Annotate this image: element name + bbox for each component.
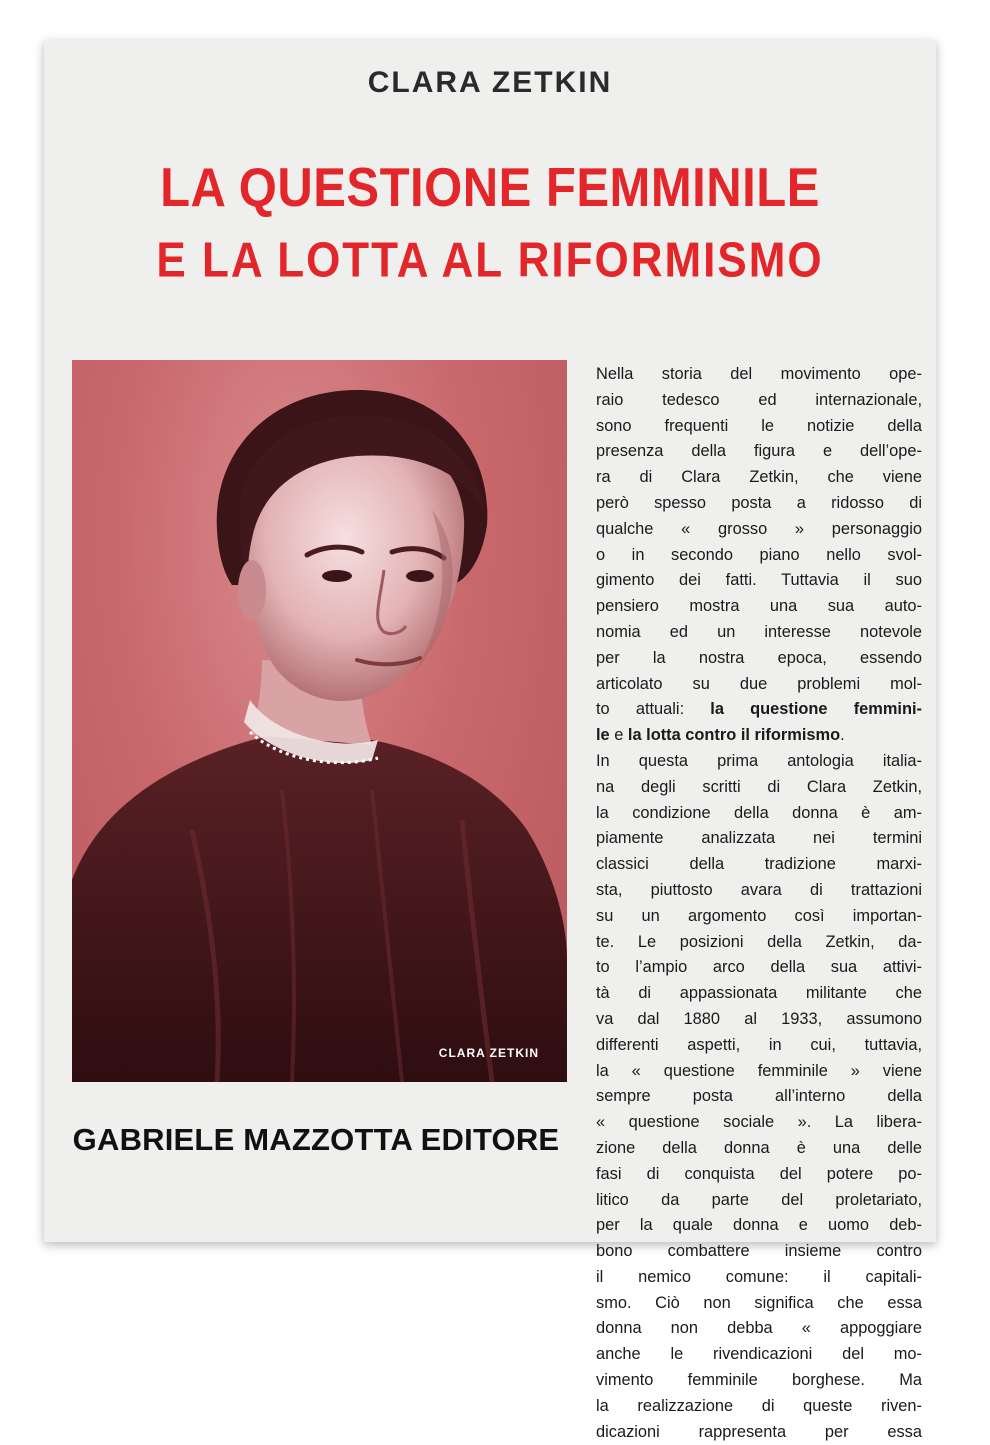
blurb-line: presenza della figura e dell’ope- xyxy=(596,442,922,461)
blurb-line: la realizzazione di queste riven- xyxy=(596,1396,922,1415)
portrait-photo xyxy=(72,360,567,1082)
blurb-line: smo. Ciò non significa che essa xyxy=(596,1293,922,1312)
publisher-name: GABRIELE MAZZOTTA EDITORE xyxy=(72,1122,560,1157)
blurb-line: la « questione femminile » viene xyxy=(596,1061,922,1080)
book-cover xyxy=(44,40,936,1441)
blurb-line: articolato su due problemi mol- xyxy=(596,674,922,693)
blurb-line: In questa prima antologia italia- xyxy=(596,751,922,770)
blurb-line: pensiero mostra una sua auto- xyxy=(596,597,922,616)
blurb-line: fasi di conquista del potere po- xyxy=(596,1164,922,1183)
title-line-2: E LA LOTTA AL RIFORMISMO xyxy=(156,233,824,288)
title-line-1: LA QUESTIONE FEMMINILE xyxy=(160,157,820,219)
blurb-line: dicazioni rappresenta per essa xyxy=(596,1422,922,1441)
blurb-line: per la nostra epoca, essendo xyxy=(596,648,922,667)
blurb-line: va dal 1880 al 1933, assumono xyxy=(596,1009,922,1028)
blurb-line: donna non debba « appoggiare xyxy=(596,1319,922,1338)
blurb-line: vimento femminile borghese. Ma xyxy=(596,1371,922,1390)
blurb-line: to l’ampio arco della sua attivi- xyxy=(596,958,922,977)
back-blurb-text xyxy=(596,362,922,1445)
blurb-line: tà di appassionata militante che xyxy=(596,984,922,1003)
portrait-illustration xyxy=(72,360,567,1082)
blurb-line: differenti aspetti, in cui, tuttavia, xyxy=(596,1035,922,1054)
blurb-line: ra di Clara Zetkin, che viene xyxy=(596,468,922,487)
blurb-line: raio tedesco ed internazionale, xyxy=(596,390,922,409)
blurb-line: però spesso posta a ridosso di xyxy=(596,493,922,512)
blurb-line: gimento dei fatti. Tuttavia il suo xyxy=(596,571,922,590)
photo-caption: CLARA ZETKIN xyxy=(438,1046,539,1060)
blurb-line: bono combattere insieme contro xyxy=(596,1242,922,1261)
blurb-line: na degli scritti di Clara Zetkin, xyxy=(596,777,922,796)
blurb-line: sta, piuttosto avara di trattazioni xyxy=(596,880,922,899)
blurb-line: te. Le posizioni della Zetkin, da- xyxy=(596,932,922,951)
blurb-line: litico da parte del proletariato, xyxy=(596,1190,922,1209)
blurb-line: anche le rivendicazioni del mo- xyxy=(596,1345,922,1364)
blurb-line-mixed xyxy=(596,723,922,749)
blurb-fragment: . xyxy=(840,726,845,745)
blurb-line: sempre posta all’interno della xyxy=(596,1087,922,1106)
blurb-line: qualche « grosso » personaggio xyxy=(596,519,922,538)
blurb-fragment: e xyxy=(614,726,624,745)
blurb-line: la condizione della donna è am- xyxy=(596,803,922,822)
blurb-line: per la quale donna e uomo deb- xyxy=(596,1216,922,1235)
blurb-line: nomia ed un interesse notevole xyxy=(596,622,922,641)
blurb-bold-fragment: la lotta contro il riformismo xyxy=(627,726,841,745)
blurb-line: classici della tradizione marxi- xyxy=(596,855,922,874)
blurb-line: zione della donna è una delle xyxy=(596,1138,922,1157)
blurb-line: o in secondo piano nello svol- xyxy=(596,545,922,564)
blurb-line: sono frequenti le notizie della xyxy=(596,416,922,435)
blurb-line-mixed xyxy=(596,697,922,723)
blurb-line: piamente analizzata nei termini xyxy=(596,829,922,848)
blurb-line: il nemico comune: il capitali- xyxy=(596,1267,922,1286)
blurb-line: su un argomento così importan- xyxy=(596,906,922,925)
blurb-bold-fragment: le xyxy=(596,726,610,745)
author-name: CLARA ZETKIN xyxy=(367,66,613,99)
blurb-fragment: to attuali: xyxy=(596,700,685,719)
blurb-line: « questione sociale ». La libera- xyxy=(596,1113,922,1132)
blurb-line: Nella storia del movimento ope- xyxy=(596,365,922,383)
blurb-bold-fragment: la questione femmini- xyxy=(710,700,922,719)
